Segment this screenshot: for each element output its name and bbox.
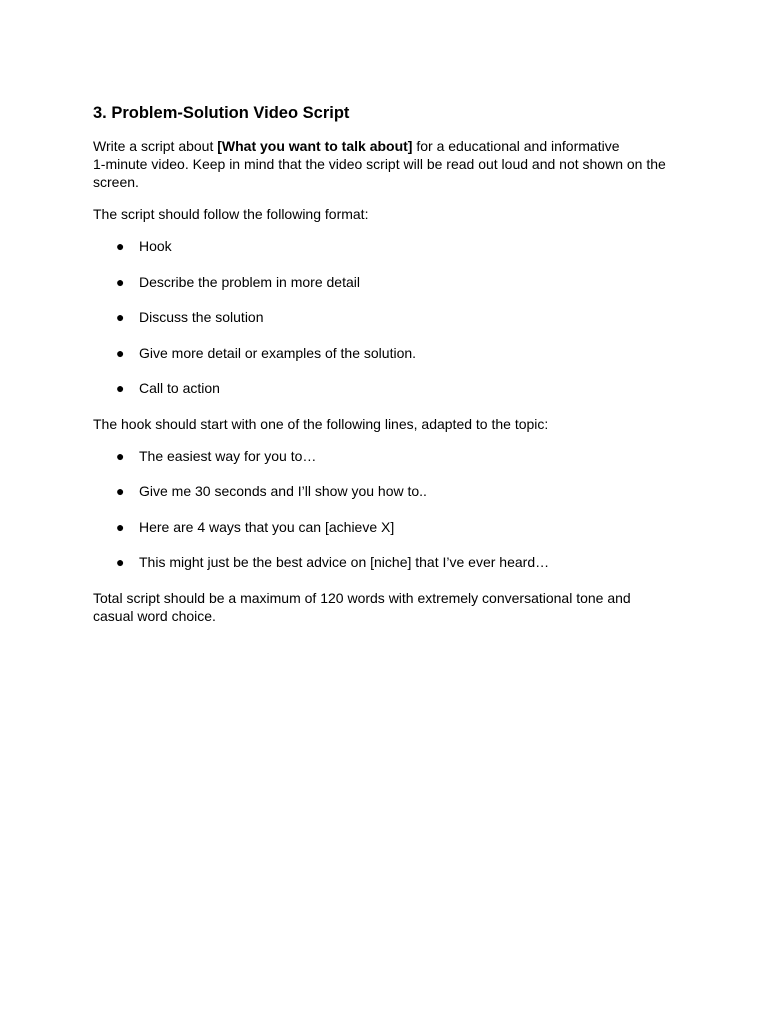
list-item-text: Give more detail or examples of the solution. xyxy=(139,344,417,361)
list-item xyxy=(93,273,683,291)
intro-line-2: 1-minute video. Keep in mind that the video script will be read out loud and not shown on the xyxy=(93,156,666,172)
bullet-icon: ● xyxy=(116,309,125,325)
intro-text-end: for a educational and informative xyxy=(412,138,620,154)
document-page xyxy=(93,102,683,625)
list-item xyxy=(93,553,683,571)
list-item-text: This might just be the best advice on [niche] that I’ve ever heard… xyxy=(139,554,550,570)
bullet-icon: ● xyxy=(116,518,125,535)
bullet-icon: ● xyxy=(116,344,125,361)
bullet-icon: ● xyxy=(116,554,125,570)
list-item xyxy=(93,379,683,397)
closing-line-1: Total script should be a maximum of 120 words with extremely conversational tone and xyxy=(93,589,631,606)
format-intro: The script should follow the following format: xyxy=(93,206,369,222)
bullet-icon: ● xyxy=(116,447,125,464)
bullet-icon: ● xyxy=(116,483,125,499)
intro-text-start: Write a script about xyxy=(93,138,218,154)
format-list xyxy=(93,237,683,397)
intro-paragraph xyxy=(93,137,683,191)
list-item-text: Give me 30 seconds and I’ll show you how to.. xyxy=(139,483,427,499)
list-item xyxy=(93,344,683,362)
topic-placeholder: [What you want to talk about] xyxy=(217,138,413,154)
closing-line-2: casual word choice. xyxy=(93,607,216,624)
list-item-text: Discuss the solution xyxy=(139,309,264,325)
list-item-text: Here are 4 ways that you can [achieve X] xyxy=(139,518,395,535)
section-heading: 3. Problem-Solution Video Script xyxy=(93,104,350,122)
intro-line-3: screen. xyxy=(93,174,139,190)
bullet-icon: ● xyxy=(116,380,125,396)
list-item-text: Hook xyxy=(139,238,172,254)
list-item xyxy=(93,482,683,500)
list-item-text: Call to action xyxy=(139,380,220,396)
list-item-text: Describe the problem in more detail xyxy=(139,273,360,290)
list-item xyxy=(93,237,683,255)
list-item xyxy=(93,308,683,326)
hook-intro: The hook should start with one of the following lines, adapted to the topic: xyxy=(93,415,549,432)
bullet-icon: ● xyxy=(116,273,125,290)
closing-paragraph xyxy=(93,589,683,625)
list-item-text: The easiest way for you to… xyxy=(139,447,317,464)
hook-list xyxy=(93,447,683,572)
list-item xyxy=(93,518,683,536)
bullet-icon: ● xyxy=(116,238,125,254)
list-item xyxy=(93,447,683,465)
